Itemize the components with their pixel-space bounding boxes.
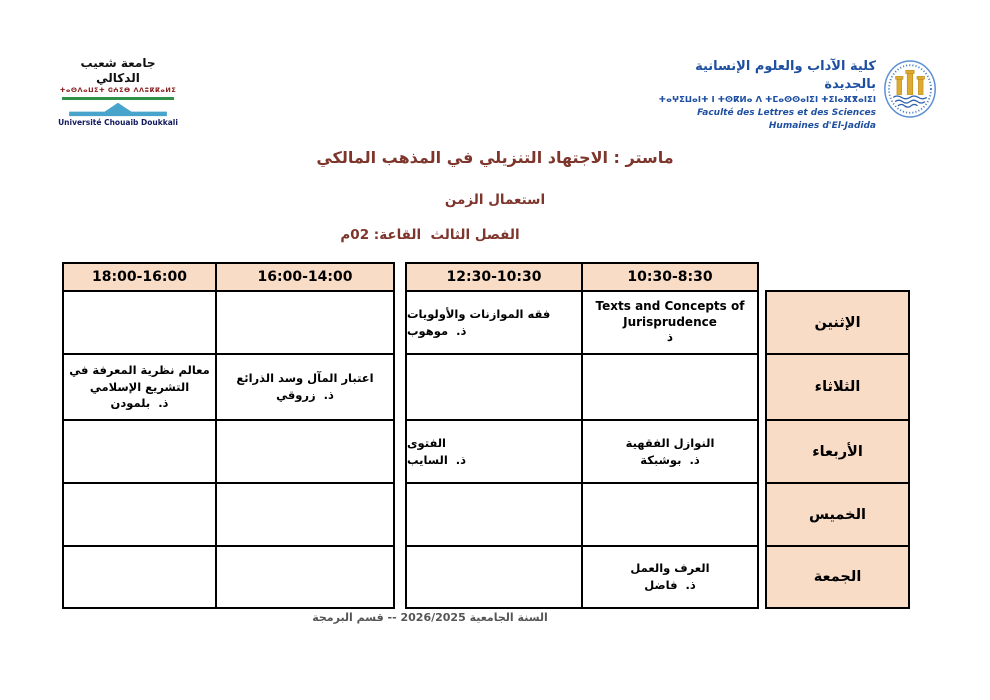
day-thursday: الخميس <box>767 484 910 547</box>
cell-friday-18-16 <box>64 547 217 609</box>
cell-thursday-16-14 <box>217 484 395 547</box>
faculty-name-arabic: كلية الآداب والعلوم الإنسانية بالجديدة <box>695 59 876 92</box>
cell-tuesday-1230-1030 <box>407 355 583 421</box>
cell-wednesday-18-16 <box>64 421 217 484</box>
day-tuesday: الثلاثاء <box>767 355 910 421</box>
day-wednesday: الأربعاء <box>767 421 910 484</box>
cell-thursday-1230-1030 <box>407 484 583 547</box>
column-header-18-16: 18:00-16:00 <box>64 264 217 292</box>
semester-room-line: الفصل الثالث القاعة: 02م <box>340 227 520 243</box>
cell-thursday-1030-830 <box>583 484 759 547</box>
cell-friday-1230-1030 <box>407 547 583 609</box>
cell-friday-16-14 <box>217 547 395 609</box>
university-name-tifinagh: ⵜⴰⵙⴷⴰⵡⵉⵜ ⵛⵄⵉⴱ ⴷⴷⵓⴽⴽⴰⵍⵉ <box>59 86 177 94</box>
timetable-morning-block <box>405 262 759 609</box>
cell-tuesday-1030-830 <box>583 355 759 421</box>
day-friday: الجمعة <box>767 547 910 609</box>
university-logo-green-bar <box>62 97 174 100</box>
cell-wednesday-1030-830: النوازل الفقهية ذ. بوشبكة <box>583 421 759 484</box>
faculty-name-tifinagh: ⵜⴰⵖⵉⵡⴰⵏⵜ ⵏ ⵜⵙⴽⵍⴰ ⴷ ⵜⵎⴰⵙⵙⴰⵏⵉⵏ ⵜⵉⵏⴰⴼⴳⴰⵏⵉⵏ <box>658 95 876 105</box>
cell-monday-18-16 <box>64 292 217 355</box>
university-name-french: Université Chouaib Doukkali <box>58 118 178 127</box>
cell-wednesday-16-14 <box>217 421 395 484</box>
timetable-evening-block <box>62 262 395 609</box>
footer-academic-year: السنة الجامعية 2026/2025 -- قسم البرمجة <box>312 611 548 624</box>
faculty-name-french: Faculté des Lettres et des Sciences Humaines d'El-Jadida <box>697 108 876 131</box>
cell-monday-1030-830: Texts and Concepts of Jurisprudence ذ <box>583 292 759 355</box>
column-header-16-14: 16:00-14:00 <box>217 264 395 292</box>
university-logo-shape-icon <box>63 101 173 117</box>
faculty-seal-icon <box>882 58 938 120</box>
schedule-subtitle: استعمال الزمن <box>444 192 546 208</box>
page-title: ماستر : الاجتهاد التنزيلي في المذهب المالكي <box>316 148 674 167</box>
university-name-arabic: جامعة شعيب الدكالي <box>80 56 156 85</box>
day-monday: الإثنين <box>767 292 910 355</box>
column-header-1030-830: 10:30-8:30 <box>583 264 759 292</box>
cell-tuesday-16-14: اعتبار المآل وسد الذرائع ذ. زروقي <box>217 355 395 421</box>
column-header-1230-1030: 12:30-10:30 <box>407 264 583 292</box>
cell-thursday-18-16 <box>64 484 217 547</box>
cell-monday-16-14 <box>217 292 395 355</box>
cell-wednesday-1230-1030: الفتوى ذ. السايب <box>407 421 583 484</box>
cell-tuesday-18-16: معالم نظرية المعرفة في التشريع الإسلامي ذ. بلمودن <box>64 355 217 421</box>
faculty-header <box>648 58 938 133</box>
timetable-days-column <box>765 290 910 609</box>
cell-monday-1230-1030: فقه الموازنات والأولويات ذ. موهوب <box>407 292 583 355</box>
cell-friday-1030-830: العرف والعمل ذ. فاضل <box>583 547 759 609</box>
university-logo <box>58 56 178 128</box>
